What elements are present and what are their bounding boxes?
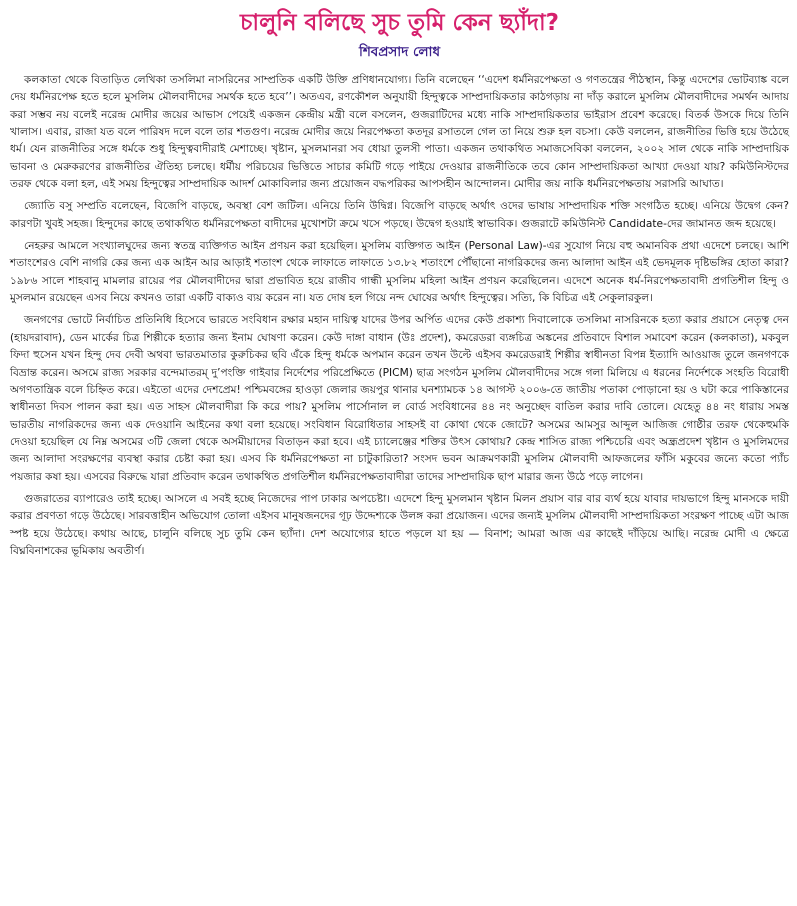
paragraph-4: জনগণের ভোটে নির্বাচিত প্রতিনিধি হিসেবে ভারতে সংবিধান রক্ষার মহান দায়িত্ব যাদের উপর অর্পিত এদের কেউ প্রকাশ্য দিবালোকে তসলিমা নাসরিনকে হত্যা করার প্রয়াসে নেতৃত্ব দেন (হায়দরাবাদ), ডেন মার্কের চিত্র শিল্পীকে হত্যার জন্য ইনাম ঘোষণা করেন। কেউ দাঙ্গা বাধান (উঃ প্রদেশ), কমরেডরা ব্যঙ্গচিত্র অঙ্কনের প্রতিবাদে বিশাল সমাবেশ করেন (কলকাতা), মকবুল ফিদা হুসেন যখন হিন্দু দেব দেবী অথবা ভারতমাতার কুরুচিকর ছবি এঁকে হিন্দু ধর্মকে অপমান করেন তখন উল্টে এইসব কমরেডরাই শিল্পীর স্বাধীনতা বিপন্ন ইত্যাদি আওয়াজ তুলে জনগণকে বিভ্রান্ত করেন। অসমে রাজ্য সরকার বন্দেমাতরম্ দু’পংক্তি গাইবার নির্দেশের পরিপ্রেক্ষিতে (PICM) ছাত্র সংগঠন মুসলিম মৌলবাদীদের সঙ্গে গলা মিলিয়ে এ ধরনের নির্দেশকে সংহতি বিরোধী অগণতান্ত্রিক বলে চিহ্নিত করে। এইতো এদের দেশপ্রেম! পশ্চিমবঙ্গের হাওড়া জেলার জয়পুর থানার ঘনশ্যামচক ১৪ আগস্ট ২০০৬-তে জাতীয় পতাকা পোড়ানো হয় ও ঘটা করে পাকিস্তানের স্বাধীনতা দিবস পালন করা হয়। এত সাহস মৌলবাদীরা কি করে পায়? মুসলিম পার্সোনাল ল বোর্ড সংবিধানের ৪৪ নং অনুচ্ছেদ বাতিল করার দাবি তোলে। যেহেতু ৪৪ নং ধারায় সমস্ত ভারতীয় নাগরিকদের জন্য এক দেওয়ানি আইনের কথা বলা হয়েছে। সংবিধান বিরোধিতার সাহসই বা কোথা থেকে জোটে? অসমের আমসুর আব্দুল আজিজ গোষ্ঠীর তরফ থেকেহুমকি দেওয়া হয়েছিল যে নিম্ন অসমের ৩টি জেলা থেকে অসমীয়াদের বিতাড়ন করা হবে। এই চ্যালেঞ্জের শক্তির উৎস কোথায়? কেন্দ্র শাসিত রাজ্য পশ্চিচেরি এবং অন্ধ্রপ্রদেশ খৃষ্টান ও মুসলিমদের জন্য আলাদা সংরক্ষণের ব্যবস্থা করার চেষ্টা করা হয়। এসব কি ধর্মনিরপেক্ষতা না চাটুকারিতা? সংসদ ভবন আক্রমণকারী মুসলিম মৌলবাদী আফজলের ফাঁসি মকুবের জন্যে কতো প্যাঁচ পয়জার কষা হয়। এসবের বিরুদ্ধে যারা প্রতিবাদ করেন তথাকথিত প্রগতিশীল ধর্মনিরপেক্ষতাবাদীরা তাদের সাম্প্রদায়িক ছাপ মারার জন্য উঠে পড়ে লাগেন। bbox=[10, 314, 789, 483]
paragraph-1: কলকাতা থেকে বিতাড়িত লেখিকা তসলিমা নাসরিনের সাম্প্রতিক একটি উক্তি প্রণিধানযোগ্য। তিনি বলেছেন ‘‘এদেশ ধর্মনিরপেক্ষতা ও গণতন্ত্রের পীঠস্থান, কিন্তু এদেশের ভোটব্যাঙ্ক বলে দেয় ধর্মনিরপেক্ষ হতে হলে মুসলিম মৌলবাদীদের সমর্থক হতে হবে’’। অতএব, রণকৌশল অনুযায়ী হিন্দুত্বকে সাম্প্রদায়িকতার কাঠগড়ায় না দাঁড় করালে মুসলিম মৌলবাদীদের সমর্থন আদায় করা সম্ভব নয় বলেই নরেন্দ্র মোদীর জয়ের আভাস পেয়েই একজন কেন্দ্রীয় মন্ত্রী বলে বসলেন, গুজরাটিদের মধ্যে নাকি সাম্প্রদায়িকতার ভাইরাস প্রবেশ করেছে। বিতর্ক উসকে দিয়ে তিনি খালাস। এবার, রাজা যত বলে পারিষদ দলে বলে তার শতগুণ। নরেন্দ্র মোদীর জয়ে নিরপেক্ষতা কতদূর রসাতলে গেল তা নিয়ে শুরু হল বচসা। কেউ বললেন, রাজনীতির ভিত্তি হয়ে উঠেছে ধর্ম। যেন রাজনীতির সঙ্গে ধর্মকে শুধু হিন্দুত্ববাদীরাই মেশাচ্ছে। খৃষ্টান, মুসলমানরা সব ধোয়া তুলসী পাতা। একজন তথাকথিত সমাজসেবিকা বললেন, ২০০২ সাল থেকে নাকি সাম্প্রদায়িক ভাবনা ও মেরুকরণের রাজনীতির ঐতিহ্য চলছে। ধর্মীয় পরিচয়ের ভিত্তিতে সাচার কমিটি গড়ে পাইয়ে দেওয়ার রাজনীতিকে তবে কোন সাম্প্রদায়িকতা আখ্যা দেওয়া যায়? কমিউনিস্টদের তরফ থেকে বলা হল, এই সময় হিন্দুত্বের সাম্প্রদায়িক আদর্শ মোকাবিলার জন্য প্রয়োজন বদ্ধপরিকর আপসহীন আন্দোলন। মোদীর জয় নাকি ধর্মনিরপেক্ষতায় সরাসরি আঘাত। bbox=[10, 74, 789, 191]
article-author: শিবপ্রসাদ লোধ bbox=[358, 44, 441, 60]
paragraph-3: নেহরুর আমলে সংখ্যালঘুদের জন্য স্বতন্ত্র ব্যক্তিগত আইন প্রণয়ন করা হয়েছিল। মুসলিম ব্যক্তিগত আইন (Personal Law)-এর সুযোগ নিয়ে বহু অমানবিক প্রথা এদেশে চলছে। আশি শতাংশেরও বেশি নাগরি কের জন্য এক আইন আর আড়াই শতাংশ থেকে লাফাতে লাফাতে ১৩.৮২ শতাংশে পৌঁছানো নাগরিকদের জন্য আলাদা আইন এই ভেদমূলক দৃষ্টিভঙ্গির হোতা কারা? ১৯৮৬ সালে শাহবানু মামলার রায়ের পর মৌলবাদীদের দ্বারা প্রভাবিত হয়ে রাজীব গান্ধী মুসলিম মহিলা আইন প্রণয়ন করেছিলেন। এদেশে অনেক ধর্ম-নিরপেক্ষতাবাদী প্রগতিশীল হিন্দু ও মুসলমান রয়েছেন এসব নিয়ে কখনও তারা একটি বাক্যও ব্যয় করেন না। যত দোষ হল গিয়ে নন্দ ঘোষের অর্থাৎ হিন্দুত্বের। সত্যি, কি বিচিত্র এই সেকুলারকুল। bbox=[10, 240, 789, 305]
article-body bbox=[10, 72, 789, 560]
article-title: চালুনি বলিছে সুচ তুমি কেন ছ্যাঁদা? bbox=[240, 10, 559, 36]
paragraph-5: গুজরাতের ব্যাপারেও তাই হচ্ছে। আসলে এ সবই হচ্ছে নিজেদের পাপ ঢাকার অপচেষ্টা। এদেশে হিন্দু মুসলমান খৃষ্টান মিলন প্রয়াস বার বার ব্যর্থ হয়ে যাবার দায়ভাগে হিন্দু মানসকে দায়ী করার প্রবণতা গড়ে উঠেছে। সারবত্তাহীন অভিযোগ তোলা এইসব মানুষজনদের গূঢ় উদ্দেশ্যকে উলঙ্গ করা প্রয়োজন। এদের জন্যই মুসলিম মৌলবাদী সাম্প্রদায়িকতা সংরক্ষণ পাচ্ছে এটা আজ স্পষ্ট হয়ে উঠেছে। কথায় আছে, চালুনি বলিছে সুচ তুমি কেন ছ্যাঁদা। দেশ অযোগ্যের হাতে পড়লে যা হয় — বিনাশ; আমরা আজ এর কাছেই দাঁড়িয়ে আছি। নরেন্দ্র মোদী এ ক্ষেত্রে বিঘ্নবিনাশকের ভূমিকায় অবতীর্ণ। bbox=[10, 492, 789, 557]
paragraph-2: জ্যোতি বসু সম্প্রতি বলেছেন, বিজেপি বাড়ছে, অবস্থা বেশ জটিল। এনিয়ে তিনি উদ্বিগ্ন। বিজেপি বাড়ছে অর্থাৎ ওদের ভাষায় সাম্প্রদায়িক শক্তি সংগঠিত হচ্ছে। এনিয়ে উদ্বেগ কেন? কারণটা খুবই সহজ। হিন্দুদের কাছে তথাকথিত ধর্মনিরপেক্ষতা বাদীদের মুখোশটা ক্রমে খসে পড়ছে। উদ্বেগ হওয়াই স্বাভাবিক। গুজরাটে কমিউনিস্ট Candidate-দের জামানত জব্দ হয়েছে। bbox=[10, 200, 789, 230]
